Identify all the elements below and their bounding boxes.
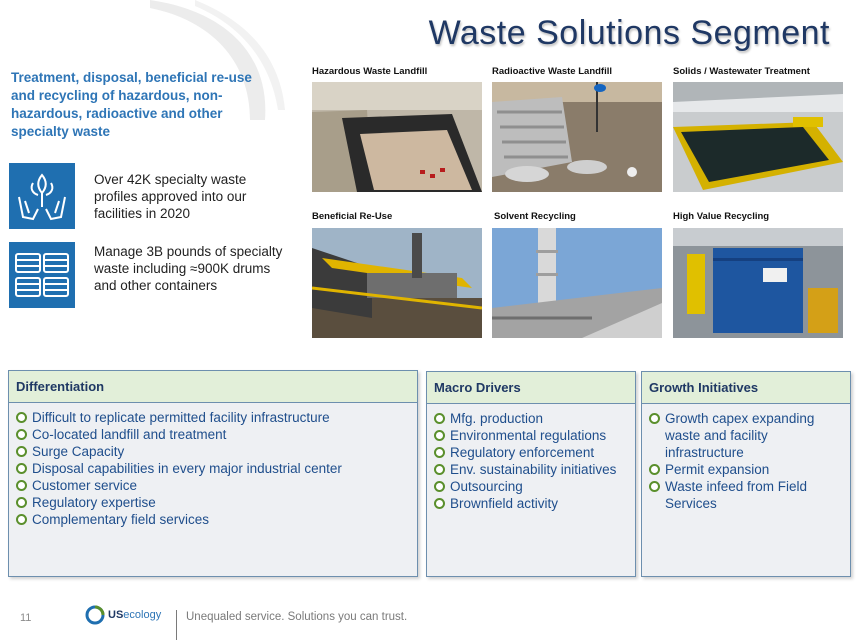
photo-caption: Beneficial Re-Use	[312, 211, 393, 222]
logo-mark-icon	[85, 605, 105, 625]
list-item: Mfg. production	[434, 410, 629, 427]
growth-initiatives-box	[641, 371, 851, 577]
photo-caption: Radioactive Waste Landfill	[492, 66, 613, 77]
differentiation-heading: Differentiation	[9, 371, 417, 403]
list-item: Regulatory expertise	[16, 494, 411, 511]
footer-divider	[176, 610, 177, 640]
drums-icon	[9, 242, 75, 308]
hands-plant-icon	[9, 163, 75, 229]
hazardous-landfill-photo	[312, 82, 482, 192]
segment-description: Treatment, disposal, beneficial re-use and recycling of hazardous, non-hazardous, radioactive and other specialty waste	[11, 70, 252, 139]
list-item: Environmental regulations	[434, 427, 629, 444]
photo-caption: Hazardous Waste Landfill	[312, 66, 428, 77]
footer-tagline: Unequaled service. Solutions you can trust.	[186, 611, 408, 623]
list-item: Permit expansion	[649, 461, 844, 478]
growth-initiatives-heading: Growth Initiatives	[642, 372, 850, 404]
macro-drivers-box	[426, 371, 636, 577]
list-item: Env. sustainability initiatives	[434, 461, 629, 478]
list-item: Regulatory enforcement	[434, 444, 629, 461]
photo-caption: Solids / Wastewater Treatment	[673, 66, 810, 77]
list-item: Difficult to replicate permitted facility infrastructure	[16, 409, 411, 426]
feature-profiles-text: Over 42K specialty waste profiles approved into our facilities in 2020	[94, 172, 247, 221]
high-value-recycling-photo	[673, 228, 843, 338]
list-item: Growth capex expanding waste and facility infrastructure	[649, 410, 844, 461]
page-title: Waste Solutions Segment	[428, 14, 830, 52]
list-item: Outsourcing	[434, 478, 629, 495]
list-item: Complementary field services	[16, 511, 411, 528]
macro-drivers-heading: Macro Drivers	[427, 372, 635, 404]
logo-ecology-text: ecology	[123, 609, 162, 621]
photo-caption: Solvent Recycling	[494, 211, 576, 222]
list-item: Brownfield activity	[434, 495, 629, 512]
list-item: Waste infeed from Field Services	[649, 478, 844, 512]
differentiation-box	[8, 370, 418, 577]
logo-us-text: US	[108, 609, 124, 621]
page-number: 11	[20, 612, 32, 624]
differentiation-list	[9, 403, 417, 528]
list-item: Co-located landfill and treatment	[16, 426, 411, 443]
macro-drivers-list	[427, 404, 635, 512]
list-item: Customer service	[16, 477, 411, 494]
beneficial-reuse-photo	[312, 228, 482, 338]
us-ecology-logo	[85, 605, 161, 625]
photo-caption: High Value Recycling	[673, 211, 770, 222]
radioactive-landfill-photo	[492, 82, 662, 192]
wastewater-treatment-photo	[673, 82, 843, 192]
growth-initiatives-list	[642, 404, 850, 512]
list-item: Disposal capabilities in every major industrial center	[16, 460, 411, 477]
list-item: Surge Capacity	[16, 443, 411, 460]
solvent-recycling-photo	[492, 228, 662, 338]
feature-volume-text: Manage 3B pounds of specialty waste including ≈900K drums and other containers	[94, 244, 283, 293]
